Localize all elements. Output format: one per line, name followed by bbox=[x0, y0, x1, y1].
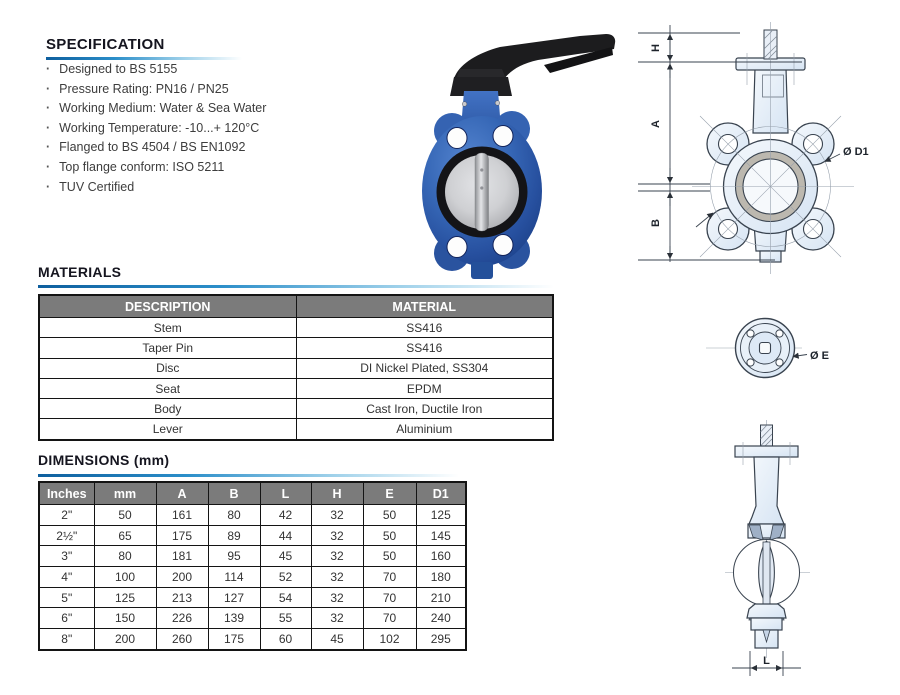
dimensions-cell: 32 bbox=[311, 546, 363, 567]
dimensions-cell: 125 bbox=[94, 587, 156, 608]
dimensions-cell: 127 bbox=[208, 587, 260, 608]
dimensions-cell: 42 bbox=[260, 505, 311, 526]
dimensions-cell: 80 bbox=[208, 505, 260, 526]
dim-header-a: A bbox=[156, 482, 208, 505]
dim-header-e: E bbox=[363, 482, 416, 505]
dimensions-cell: 180 bbox=[416, 567, 466, 588]
square-drive-hole bbox=[760, 343, 771, 354]
dimensions-cell: 32 bbox=[311, 525, 363, 546]
dimensions-cell: 200 bbox=[156, 567, 208, 588]
dimensions-cell: 45 bbox=[260, 546, 311, 567]
dimensions-cell: 60 bbox=[260, 629, 311, 650]
dimensions-cell: 114 bbox=[208, 567, 260, 588]
materials-title: MATERIALS bbox=[38, 264, 122, 280]
spec-item: · TUV Certified bbox=[46, 178, 266, 198]
dimensions-cell: 70 bbox=[363, 608, 416, 629]
dimensions-row bbox=[39, 608, 466, 629]
dimensions-title: DIMENSIONS (mm) bbox=[38, 452, 170, 468]
stem-pin bbox=[480, 168, 483, 171]
stem-pin bbox=[480, 186, 483, 189]
dimensions-cell: 52 bbox=[260, 567, 311, 588]
dim-header-h: H bbox=[311, 482, 363, 505]
dim-label-l: L bbox=[763, 655, 770, 667]
dimensions-cell: 102 bbox=[363, 629, 416, 650]
dimensions-cell: 8" bbox=[39, 629, 94, 650]
dimensions-cell: 145 bbox=[416, 525, 466, 546]
dim-header-d1: D1 bbox=[416, 482, 466, 505]
bolt-hole bbox=[493, 235, 513, 256]
dimensions-cell: 175 bbox=[208, 629, 260, 650]
dimensions-cell: 54 bbox=[260, 587, 311, 608]
dimensions-table-body bbox=[39, 505, 466, 650]
dimensions-cell: 161 bbox=[156, 505, 208, 526]
materials-row bbox=[39, 338, 553, 358]
dimensions-cell: 4" bbox=[39, 567, 94, 588]
dimensions-cell: 3" bbox=[39, 546, 94, 567]
materials-row bbox=[39, 358, 553, 378]
materials-cell: Aluminium bbox=[296, 419, 553, 440]
spec-item: · Working Temperature: -10...+ 120°C bbox=[46, 119, 266, 139]
dimensions-cell: 32 bbox=[311, 608, 363, 629]
dim-label-h: H bbox=[650, 44, 662, 52]
front-view-drawing bbox=[630, 8, 900, 290]
dimensions-cell: 125 bbox=[416, 505, 466, 526]
dimensions-cell: 2" bbox=[39, 505, 94, 526]
materials-cell: Disc bbox=[39, 358, 296, 378]
dim-header-inches: Inches bbox=[39, 482, 94, 505]
materials-table bbox=[38, 294, 554, 441]
materials-header-material: MATERIAL bbox=[296, 295, 553, 318]
section-underline bbox=[38, 285, 554, 288]
materials-cell: Taper Pin bbox=[39, 338, 296, 358]
dimensions-table bbox=[38, 481, 467, 651]
spec-item: · Working Medium: Water & Sea Water bbox=[46, 99, 266, 119]
dimensions-cell: 50 bbox=[363, 525, 416, 546]
dimensions-cell: 210 bbox=[416, 587, 466, 608]
dim-header-mm: mm bbox=[94, 482, 156, 505]
dim-label-e: Ø E bbox=[810, 350, 829, 362]
dimensions-cell: 32 bbox=[311, 587, 363, 608]
top-flange-drawing bbox=[680, 295, 890, 410]
dimensions-cell: 200 bbox=[94, 629, 156, 650]
materials-header-description: DESCRIPTION bbox=[39, 295, 296, 318]
dimensions-cell: 2½" bbox=[39, 525, 94, 546]
dimensions-cell: 226 bbox=[156, 608, 208, 629]
dimensions-cell: 32 bbox=[311, 567, 363, 588]
specification-title: SPECIFICATION bbox=[46, 36, 165, 53]
dimensions-cell: 32 bbox=[311, 505, 363, 526]
materials-header-row bbox=[39, 295, 553, 318]
materials-cell: Cast Iron, Ductile Iron bbox=[296, 399, 553, 419]
dimensions-cell: 44 bbox=[260, 525, 311, 546]
dimensions-cell: 50 bbox=[94, 505, 156, 526]
spec-item: · Top flange conform: ISO 5211 bbox=[46, 158, 266, 178]
dimensions-cell: 50 bbox=[363, 505, 416, 526]
dim-label-a: A bbox=[650, 120, 662, 128]
dim-header-b: B bbox=[208, 482, 260, 505]
specification-list bbox=[46, 60, 266, 197]
dimensions-cell: 95 bbox=[208, 546, 260, 567]
bolt-hole bbox=[447, 128, 467, 149]
dimensions-header-row bbox=[39, 482, 466, 505]
neck-bolt bbox=[462, 102, 467, 107]
materials-cell: Stem bbox=[39, 318, 296, 338]
dimensions-cell: 70 bbox=[363, 587, 416, 608]
dimensions-cell: 175 bbox=[156, 525, 208, 546]
spec-item: · Flanged to BS 4504 / BS EN1092 bbox=[46, 138, 266, 158]
dimensions-row bbox=[39, 546, 466, 567]
dimensions-row bbox=[39, 587, 466, 608]
dimensions-cell: 65 bbox=[94, 525, 156, 546]
materials-row bbox=[39, 419, 553, 440]
dim-label-d1: Ø D1 bbox=[843, 146, 869, 158]
dimensions-cell: 100 bbox=[94, 567, 156, 588]
bolt-hole bbox=[493, 126, 513, 147]
materials-cell: SS416 bbox=[296, 318, 553, 338]
dimensions-cell: 70 bbox=[363, 567, 416, 588]
spec-item: · Designed to BS 5155 bbox=[46, 60, 266, 80]
dimensions-cell: 50 bbox=[363, 546, 416, 567]
materials-cell: Seat bbox=[39, 378, 296, 398]
dimensions-cell: 80 bbox=[94, 546, 156, 567]
materials-cell: Body bbox=[39, 399, 296, 419]
bottom-tab bbox=[471, 262, 493, 279]
dimensions-row bbox=[39, 525, 466, 546]
dimensions-cell: 6" bbox=[39, 608, 94, 629]
butterfly-valve-photo bbox=[420, 12, 650, 282]
dimensions-cell: 213 bbox=[156, 587, 208, 608]
materials-cell: SS416 bbox=[296, 338, 553, 358]
dimensions-cell: 295 bbox=[416, 629, 466, 650]
dim-header-l: L bbox=[260, 482, 311, 505]
dim-label-b: B bbox=[650, 219, 662, 227]
materials-row bbox=[39, 378, 553, 398]
dimensions-cell: 160 bbox=[416, 546, 466, 567]
materials-row bbox=[39, 399, 553, 419]
dimensions-cell: 55 bbox=[260, 608, 311, 629]
spec-item: · Pressure Rating: PN16 / PN25 bbox=[46, 80, 266, 100]
dimensions-row bbox=[39, 505, 466, 526]
materials-cell: EPDM bbox=[296, 378, 553, 398]
bolt-hole bbox=[447, 237, 467, 258]
dimensions-cell: 45 bbox=[311, 629, 363, 650]
materials-table-body bbox=[39, 318, 553, 440]
dimensions-cell: 260 bbox=[156, 629, 208, 650]
materials-cell: DI Nickel Plated, SS304 bbox=[296, 358, 553, 378]
neck-bolt bbox=[495, 101, 500, 106]
section-underline bbox=[38, 474, 459, 477]
dimensions-cell: 181 bbox=[156, 546, 208, 567]
dimensions-cell: 5" bbox=[39, 587, 94, 608]
dimensions-cell: 89 bbox=[208, 525, 260, 546]
materials-cell: Lever bbox=[39, 419, 296, 440]
materials-row bbox=[39, 318, 553, 338]
dimensions-cell: 240 bbox=[416, 608, 466, 629]
side-view-drawing bbox=[670, 418, 870, 695]
dimensions-cell: 150 bbox=[94, 608, 156, 629]
dimensions-row bbox=[39, 629, 466, 650]
dimensions-row bbox=[39, 567, 466, 588]
disc-stem bbox=[475, 153, 489, 231]
dimensions-cell: 139 bbox=[208, 608, 260, 629]
